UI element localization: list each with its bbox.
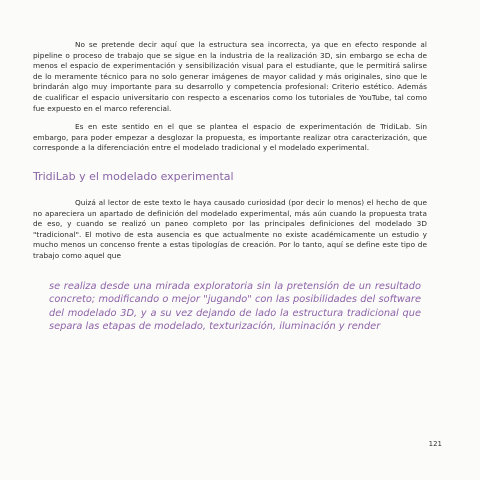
page-content <box>33 40 427 334</box>
paragraph-3: Quizá al lector de este texto le haya causado curiosidad (por decir lo menos) el hecho de que no apareciera un apartado de definición del modelado experimental, más aún cuando la propuesta trata de eso, y cuando se realizó un paneo completo por las principales definiciones del modelado 3D "tradicional". El motivo de esta ausencia es que actualmente no existe académicamente un estudio y mucho menos un concenso frente a estas tipologías de creación. Por lo tanto, aquí se define este tipo de trabajo como aquel que <box>33 197 427 260</box>
page-number: 121 <box>428 440 442 448</box>
paragraph-2: Es en este sentido en el que se plantea el espacio de experimentación de TridiLab. Sin embargo, para poder empezar a desglozar la propuesta, es importante realizar otra caracterización, que corresponde a la diferenciación entre el modelado tradicional y el modelado experimental. <box>33 122 427 153</box>
paragraph-1: No se pretende decir aquí que la estructura sea incorrecta, ya que en efecto responde al pipeline o proceso de trabajo que se sigue en la industria de la realización 3D, sin embargo se echa de menos el espacio de experimentación y sensibilización visual para el estudiante, que le permitirá salirse de lo meramente técnico para no solo generar imágenes de mayor calidad y más originales, sino que le brindarán algo muy importante para su desarrollo y competencia profesional: Criterio estético. Además de cualificar el espacio universitario con respecto a escenarios como los tutoriales de YouTube, tal como fue expuesto en el marco referencial. <box>33 40 427 113</box>
section-heading: TridiLab y el modelado experimental <box>33 169 234 183</box>
definition-quote: se realiza desde una mirada exploratoria sin la pretensión de un resultado concreto; modificando o mejor "jugando" con las posibilidades del software del modelado 3D, y a su vez dejando de lado la estructura tradicional que separa las etapas de modelado, texturización, iluminación y render <box>49 280 421 333</box>
